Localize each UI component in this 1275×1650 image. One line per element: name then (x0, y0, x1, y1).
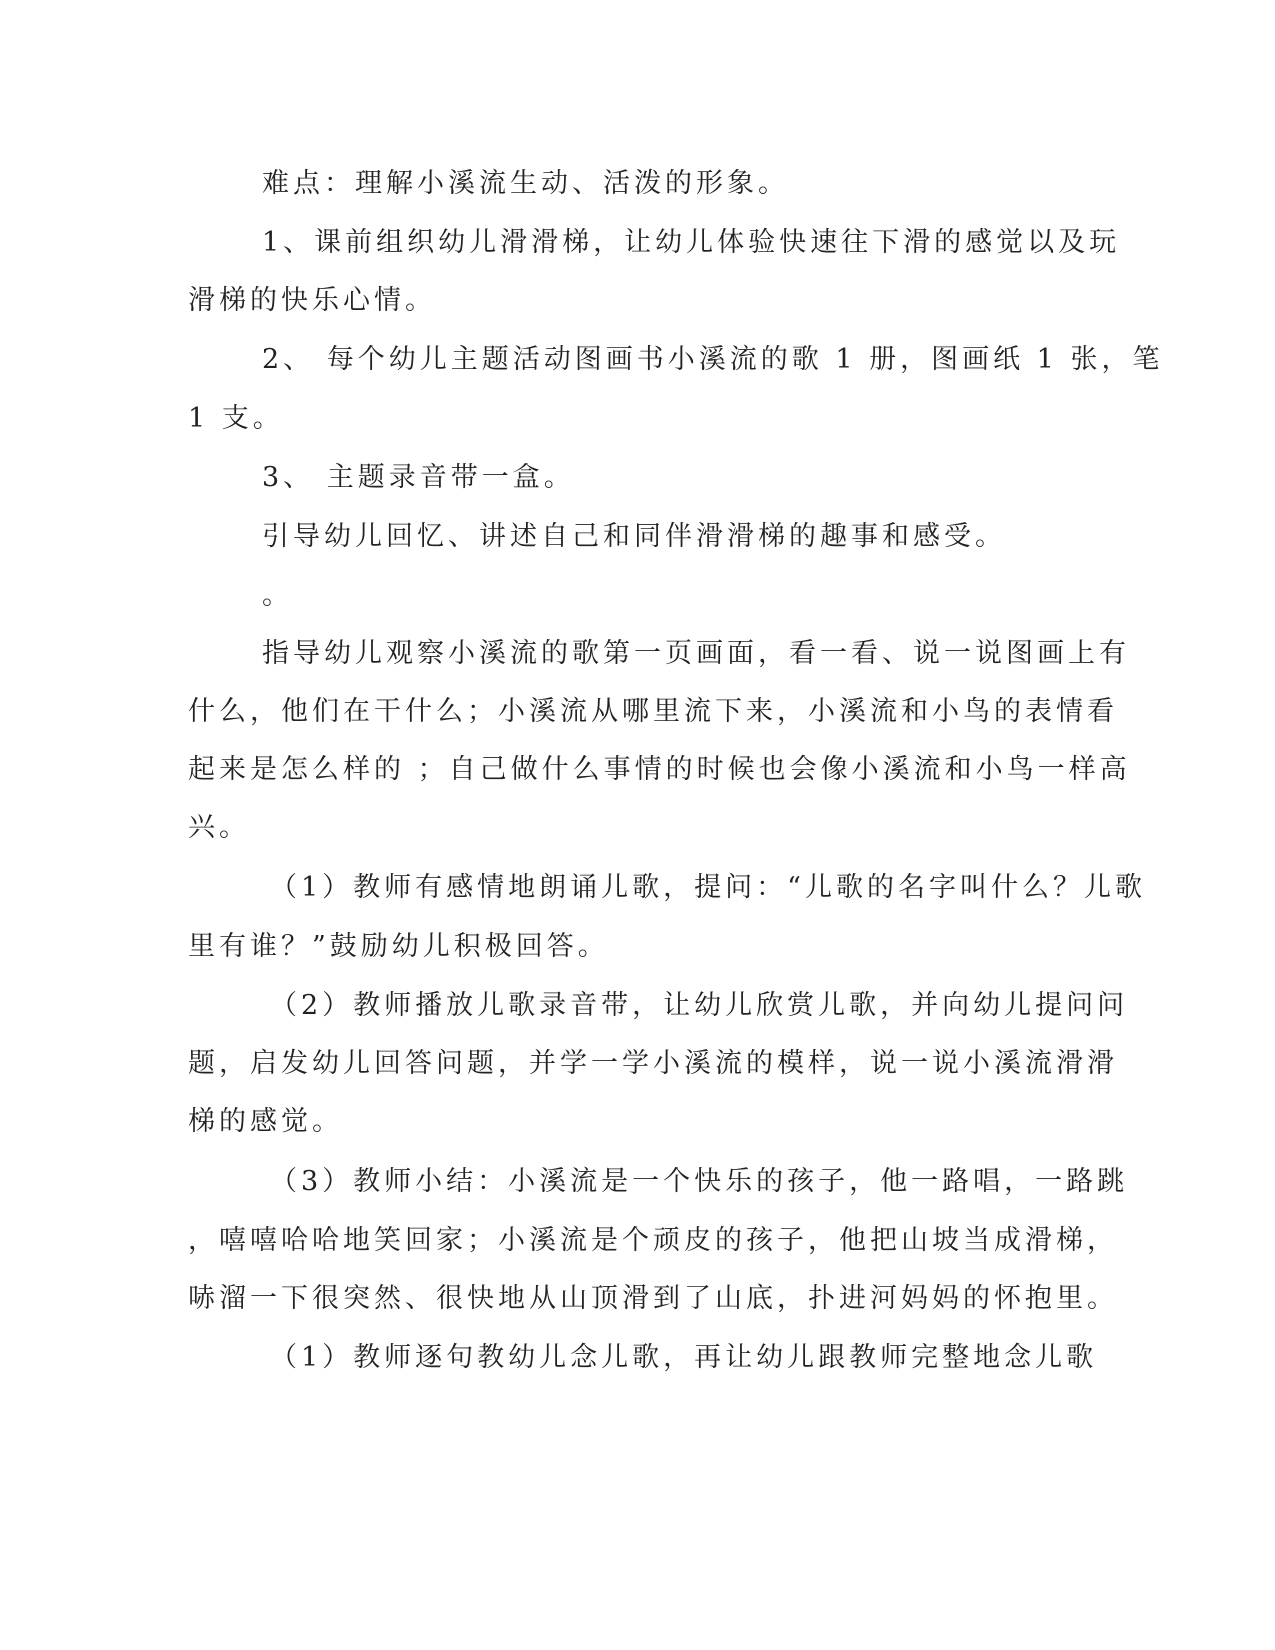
text-line: （1）教师逐句教幼儿念儿歌，再让幼儿跟教师完整地念儿歌 (270, 1342, 1098, 1373)
text-line: 2、 每个幼儿主题活动图画书小溪流的歌 1 册，图画纸 1 张，笔 (262, 344, 1164, 375)
text-line: 指导幼儿观察小溪流的歌第一页画面，看一看、说一说图画上有 (262, 638, 1130, 669)
text-line: 兴。 (188, 812, 250, 843)
text-line: 起来是怎么样的 ；自己做什么事情的时候也会像小溪流和小鸟一样高 (188, 754, 1131, 785)
text-line: 梯的感觉。 (188, 1106, 343, 1137)
text-line: （1）教师有感情地朗诵儿歌，提问：“儿歌的名字叫什么？儿歌 (270, 872, 1146, 903)
text-line: 什么，他们在干什么；小溪流从哪里流下来，小溪流和小鸟的表情看 (188, 696, 1118, 727)
text-line: ，嘻嘻哈哈地笑回家；小溪流是个顽皮的孩子，他把山坡当成滑梯， (188, 1225, 1118, 1256)
text-line: （3）教师小结：小溪流是一个快乐的孩子，他一路唱，一路跳 (270, 1166, 1129, 1197)
text-line: 。 (262, 580, 293, 611)
text-line: （2）教师播放儿歌录音带，让幼儿欣赏儿歌，并向幼儿提问问 (270, 990, 1129, 1021)
text-line: 滑梯的快乐心情。 (188, 285, 436, 316)
text-line: 1 支。 (188, 403, 284, 434)
text-line: 难点：理解小溪流生动、活泼的形象。 (262, 168, 789, 199)
text-line: 1、课前组织幼儿滑滑梯，让幼儿体验快速往下滑的感觉以及玩 (262, 227, 1121, 258)
text-line: 哧溜一下很突然、很快地从山顶滑到了山底，扑进河妈妈的怀抱里。 (188, 1283, 1118, 1314)
text-line: 题，启发幼儿回答问题，并学一学小溪流的模样，说一说小溪流滑滑 (188, 1048, 1118, 1079)
text-line: 3、 主题录音带一盒。 (262, 462, 575, 493)
text-line: 里有谁？”鼓励幼儿积极回答。 (188, 931, 609, 962)
text-line: 引导幼儿回忆、讲述自己和同伴滑滑梯的趣事和感受。 (262, 521, 1006, 552)
